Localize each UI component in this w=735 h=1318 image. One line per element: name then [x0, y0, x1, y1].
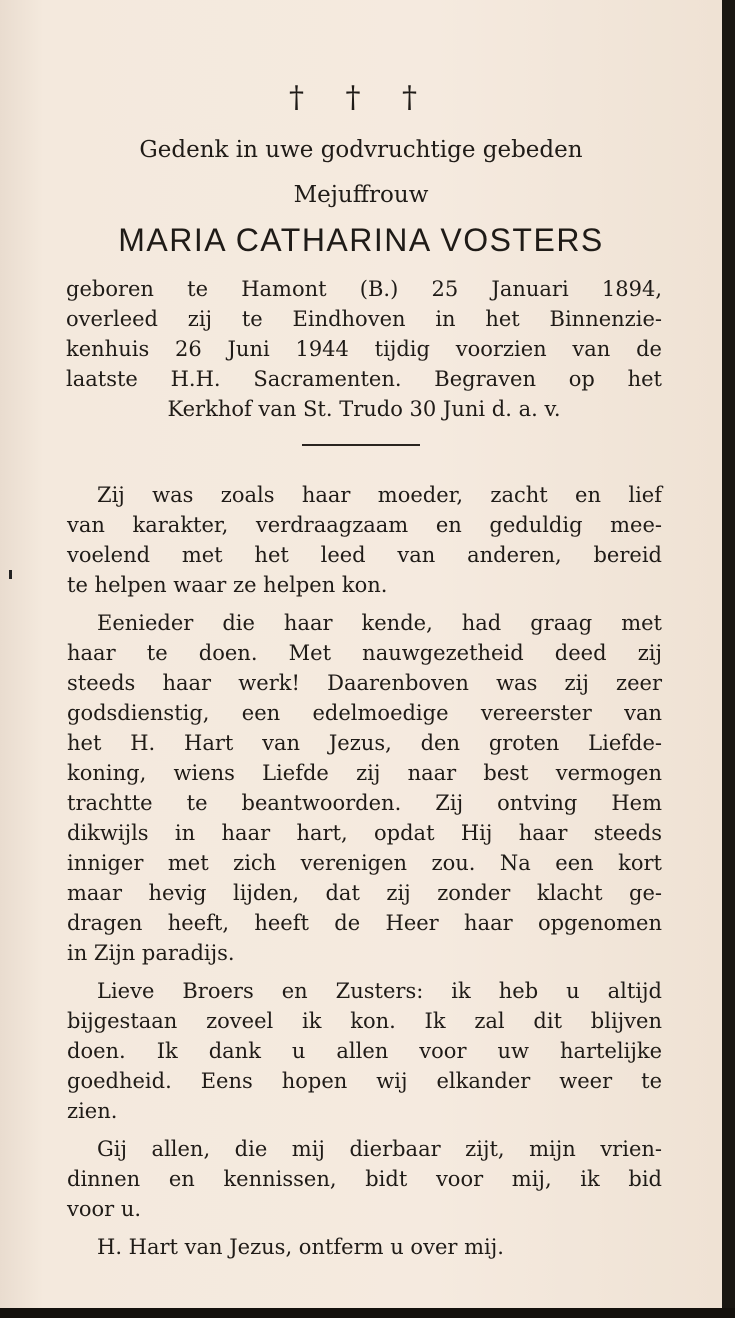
text-line: dragen heeft, heeft de Heer haar opgenomen — [67, 911, 662, 935]
divider-rule — [302, 444, 420, 446]
birth-line: Kerkhof van St. Trudo 30 Juni d. a. v. — [167, 397, 561, 421]
bottom-shadow — [0, 1308, 735, 1318]
paragraph — [67, 1134, 662, 1224]
text-line: dikwijls in haar hart, opdat Hij haar steeds — [67, 821, 662, 845]
birth-line: laatste H.H. Sacramenten. Begraven op het — [66, 367, 662, 391]
deceased-name: MARIA CATHARINA VOSTERS — [118, 222, 604, 258]
text-line: doen. Ik dank u allen voor uw hartelijke — [67, 1039, 662, 1063]
margin-mark — [9, 570, 12, 579]
text-line: dinnen en kennissen, bidt voor mij, ik bid — [67, 1167, 662, 1191]
text-line: zien. — [67, 1099, 118, 1123]
text-line: Eenieder die haar kende, had graag met — [97, 611, 662, 635]
birth-line: overleed zij te Eindhoven in het Binnenzie- — [66, 307, 662, 331]
birth-death-details — [66, 274, 662, 424]
text-line: bijgestaan zoveel ik kon. Ik zal dit blijven — [67, 1009, 662, 1033]
text-line: steeds haar werk! Daarenboven was zij zeer — [67, 671, 662, 695]
crosses-heading: † † † — [288, 80, 434, 115]
text-line: voor u. — [67, 1197, 142, 1221]
text-line: Zij was zoals haar moeder, zacht en lief — [97, 483, 662, 507]
text-line: van karakter, verdraagzaam en geduldig mee- — [67, 513, 662, 537]
paragraph — [67, 976, 662, 1126]
text-line: in Zijn paradijs. — [67, 941, 235, 965]
text-line: Gij allen, die mij dierbaar zijt, mijn vrien- — [97, 1137, 662, 1161]
text-line: maar hevig lijden, dat zij zonder klacht ge- — [67, 881, 662, 905]
paragraph — [67, 608, 662, 968]
text-line: trachtte te beantwoorden. Zij ontving Hem — [67, 791, 662, 815]
text-line: het H. Hart van Jezus, den groten Liefde- — [67, 731, 662, 755]
text-line: haar te doen. Met nauwgezetheid deed zij — [67, 641, 662, 665]
text-line: Lieve Broers en Zusters: ik heb u altijd — [97, 979, 662, 1003]
paragraph — [67, 480, 662, 600]
text-line: te helpen waar ze helpen kon. — [67, 573, 388, 597]
text-line: goedheid. Eens hopen wij elkander weer te — [67, 1069, 662, 1093]
text-line: godsdienstig, een edelmoedige vereerster van — [67, 701, 662, 725]
birth-line: kenhuis 26 Juni 1944 tijdig voorzien van de — [66, 337, 662, 361]
honorific-title: Mejuffrouw — [293, 182, 429, 208]
text-line: voelend met het leed van anderen, bereid — [67, 543, 662, 567]
text-line: koning, wiens Liefde zij naar best vermogen — [67, 761, 662, 785]
closing-prayer — [67, 1232, 662, 1262]
text-line: inniger met zich verenigen zou. Na een kort — [67, 851, 662, 875]
memorial-text — [67, 480, 662, 1270]
birth-line: geboren te Hamont (B.) 25 Januari 1894, — [66, 277, 662, 301]
closing-line: H. Hart van Jezus, ontferm u over mij. — [97, 1235, 504, 1259]
intro-line: Gedenk in uwe godvruchtige gebeden — [139, 137, 583, 163]
